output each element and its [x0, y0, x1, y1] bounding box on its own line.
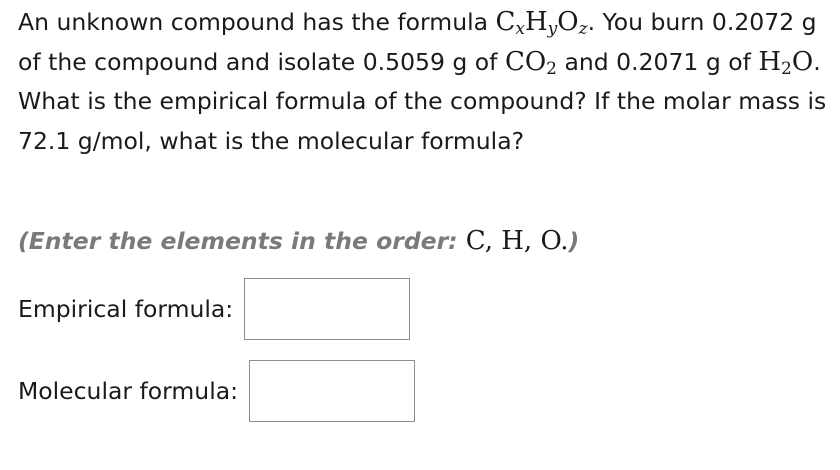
- formula-subscript-x: x: [515, 19, 525, 39]
- h2o-formula: [758, 47, 813, 77]
- formula-subscript-y: y: [547, 19, 558, 39]
- question-intro: An unknown compound has the formula: [18, 8, 496, 36]
- co2-formula: [505, 47, 557, 77]
- h2o-subscript: 2: [781, 58, 792, 79]
- co2-subscript: 2: [546, 58, 557, 79]
- compound-formula: [495, 7, 587, 37]
- instruction-close: ): [568, 227, 580, 255]
- molecular-formula-label: Molecular formula:: [18, 377, 239, 405]
- empirical-formula-row: [18, 278, 410, 340]
- question-text: [18, 3, 828, 161]
- formula-carbon: C: [495, 7, 516, 37]
- instruction-text: [18, 222, 828, 261]
- co2-carbon: C: [504, 46, 525, 77]
- formula-subscript-z: z: [578, 19, 588, 39]
- h2o-hydrogen: H: [758, 46, 782, 77]
- molecular-formula-row: [18, 360, 415, 422]
- empirical-formula-input[interactable]: [244, 278, 410, 340]
- question-middle-text: and 0.2071 g of: [557, 47, 759, 76]
- empirical-formula-label: Empirical formula:: [18, 295, 234, 323]
- question-paragraph: [18, 3, 828, 161]
- question-burn-text: . You burn 0.2072 g of the compound and isolate 0.5059 g of: [18, 8, 817, 76]
- instruction-elements: C, H, O.: [465, 226, 569, 256]
- formula-oxygen: O: [557, 7, 579, 37]
- formula-hydrogen: H: [524, 7, 548, 37]
- molecular-formula-input[interactable]: [249, 360, 415, 422]
- co2-oxygen: O: [524, 46, 547, 77]
- h2o-oxygen: O: [791, 46, 814, 77]
- question-ending: . What is the empirical formula of the compound? If the molar mass is 72.1 g/mol, what is the molecular formula?: [18, 47, 827, 155]
- instruction-open: (Enter the elements in the order:: [18, 227, 466, 255]
